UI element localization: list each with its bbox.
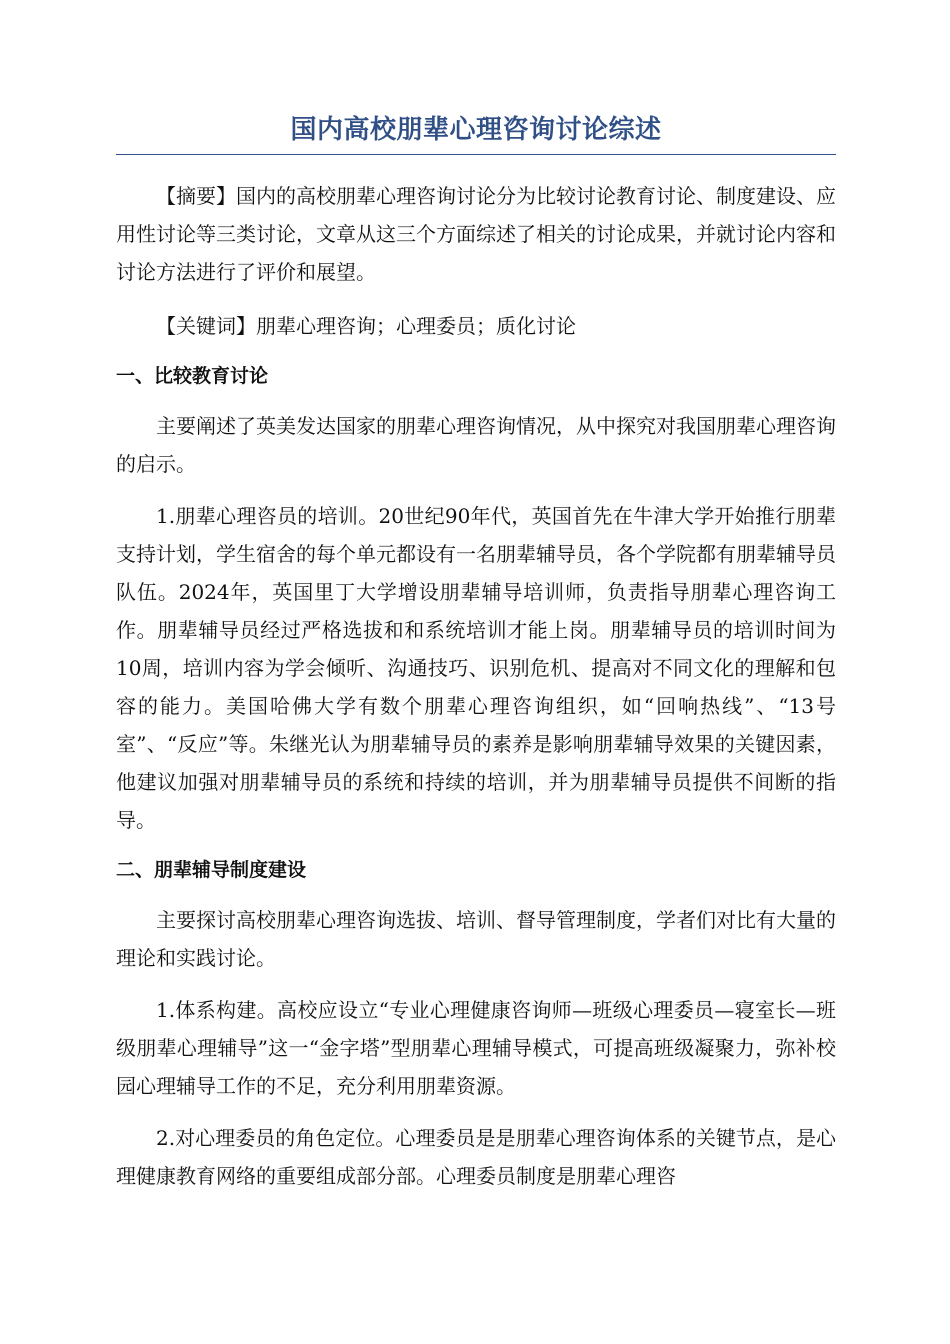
section-1-paragraph-1: 主要阐述了英美发达国家的朋辈心理咨询情况，从中探究对我国朋辈心理咨询的启示。 [116, 414, 836, 476]
section-1-heading: 一、比较教育讨论 [116, 365, 269, 387]
section-2-paragraph-3: 2.对心理委员的角色定位。心理委员是是朋辈心理咨询体系的关键节点，是心理健康教育网络的重要组成部分部。心理委员制度是朋辈心理咨 [116, 1126, 836, 1188]
section-2-heading: 二、朋辈辅导制度建设 [116, 859, 307, 881]
document-page [116, 108, 836, 1195]
keywords-paragraph: 【关键词】朋辈心理咨询；心理委员；质化讨论 [156, 314, 576, 338]
section-2-paragraph-1: 主要探讨高校朋辈心理咨询选拔、培训、督导管理制度，学者们对比有大量的理论和实践讨论。 [116, 908, 836, 970]
abstract-paragraph: 【摘要】国内的高校朋辈心理咨询讨论分为比较讨论教育讨论、制度建设、应用性讨论等三类讨论，文章从这三个方面综述了相关的讨论成果，并就讨论内容和讨论方法进行了评价和展望。 [116, 184, 836, 284]
section-2-paragraph-2: 1.体系构建。高校应设立“专业心理健康咨询师—班级心理委员—寝室长—班级朋辈心理辅导”这一“金字塔”型朋辈心理辅导模式，可提高班级凝聚力，弥补校园心理辅导工作的不足，充分利用朋辈资源。 [116, 998, 836, 1098]
section-1-paragraph-2: 1.朋辈心理咨员的培训。20世纪90年代，英国首先在牛津大学开始推行朋辈支持计划，学生宿舍的每个单元都设有一名朋辈辅导员，各个学院都有朋辈辅导员队伍。2024年，英国里丁大学增设朋辈辅导培训师，负责指导朋辈心理咨询工作。朋辈辅导员经过严格选拔和和系统培训才能上岗。朋辈辅导员的培训时间为10周，培训内容为学会倾听、沟通技巧、识别危机、提高对不同文化的理解和包容的能力。美国哈佛大学有数个朋辈心理咨询组织，如“回响热线”、“13号室”、“反应”等。朱继光认为朋辈辅导员的素养是影响朋辈辅导效果的关键因素，他建议加强对朋辈辅导员的系统和持续的培训，并为朋辈辅导员提供不间断的指导。 [116, 504, 836, 832]
document-title: 国内高校朋辈心理咨询讨论综述 [116, 108, 836, 155]
